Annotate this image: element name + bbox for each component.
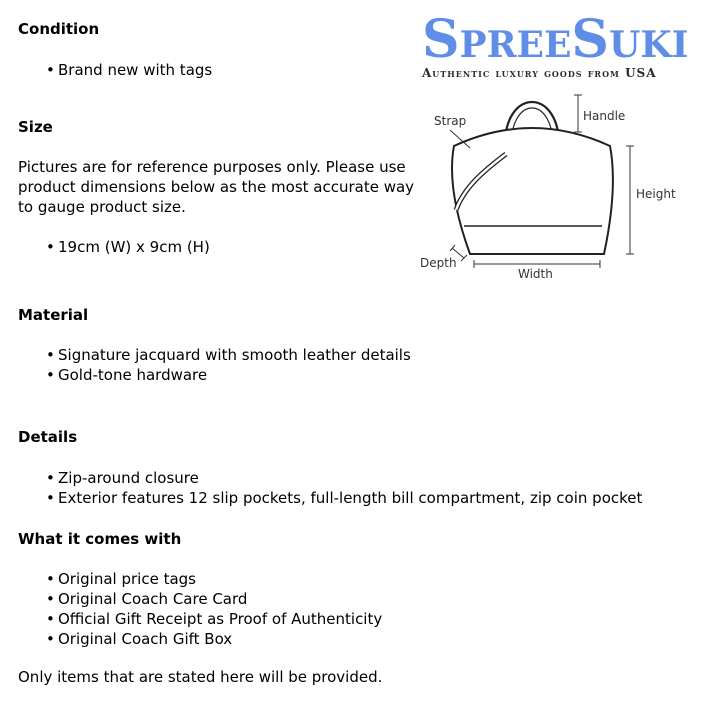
brand-logo bbox=[422, 9, 717, 80]
brand-name: SpreeSuki bbox=[422, 9, 689, 70]
list-item: • Original price tags bbox=[46, 569, 382, 589]
size-heading: Size bbox=[18, 118, 53, 136]
list-item: • Exterior features 12 slip pockets, full-length bill compartment, zip coin pocket bbox=[46, 488, 642, 508]
list-item: • Zip-around closure bbox=[46, 468, 642, 488]
details-list bbox=[46, 468, 642, 508]
width-label: Width bbox=[518, 267, 553, 281]
list-item: • Original Coach Care Card bbox=[46, 589, 382, 609]
bag-dimension-diagram bbox=[412, 88, 712, 288]
strap-label: Strap bbox=[434, 114, 467, 128]
material-list bbox=[46, 345, 411, 385]
handle-label: Handle bbox=[583, 109, 626, 123]
size-list bbox=[46, 237, 210, 257]
material-heading: Material bbox=[18, 306, 89, 324]
list-item: • Brand new with tags bbox=[46, 60, 212, 80]
list-item: • Signature jacquard with smooth leather details bbox=[46, 345, 411, 365]
condition-list bbox=[46, 60, 212, 80]
bag-body-icon bbox=[452, 128, 613, 254]
includes-heading: What it comes with bbox=[18, 530, 182, 548]
brand-tagline: Authentic luxury goods from USA bbox=[422, 66, 657, 80]
includes-list bbox=[46, 569, 382, 649]
condition-heading: Condition bbox=[18, 20, 100, 38]
depth-label: Depth bbox=[420, 256, 457, 270]
height-label: Height bbox=[636, 187, 676, 201]
list-item: • 19cm (W) x 9cm (H) bbox=[46, 237, 210, 257]
list-item: • Original Coach Gift Box bbox=[46, 629, 382, 649]
list-item: • Gold-tone hardware bbox=[46, 365, 411, 385]
list-item: • Official Gift Receipt as Proof of Authenticity bbox=[46, 609, 382, 629]
details-heading: Details bbox=[18, 428, 78, 446]
size-note: Pictures are for reference purposes only. Please use product dimensions below as the most accurate way to gauge product size. bbox=[18, 158, 415, 216]
footer-note: Only items that are stated here will be provided. bbox=[18, 668, 383, 686]
